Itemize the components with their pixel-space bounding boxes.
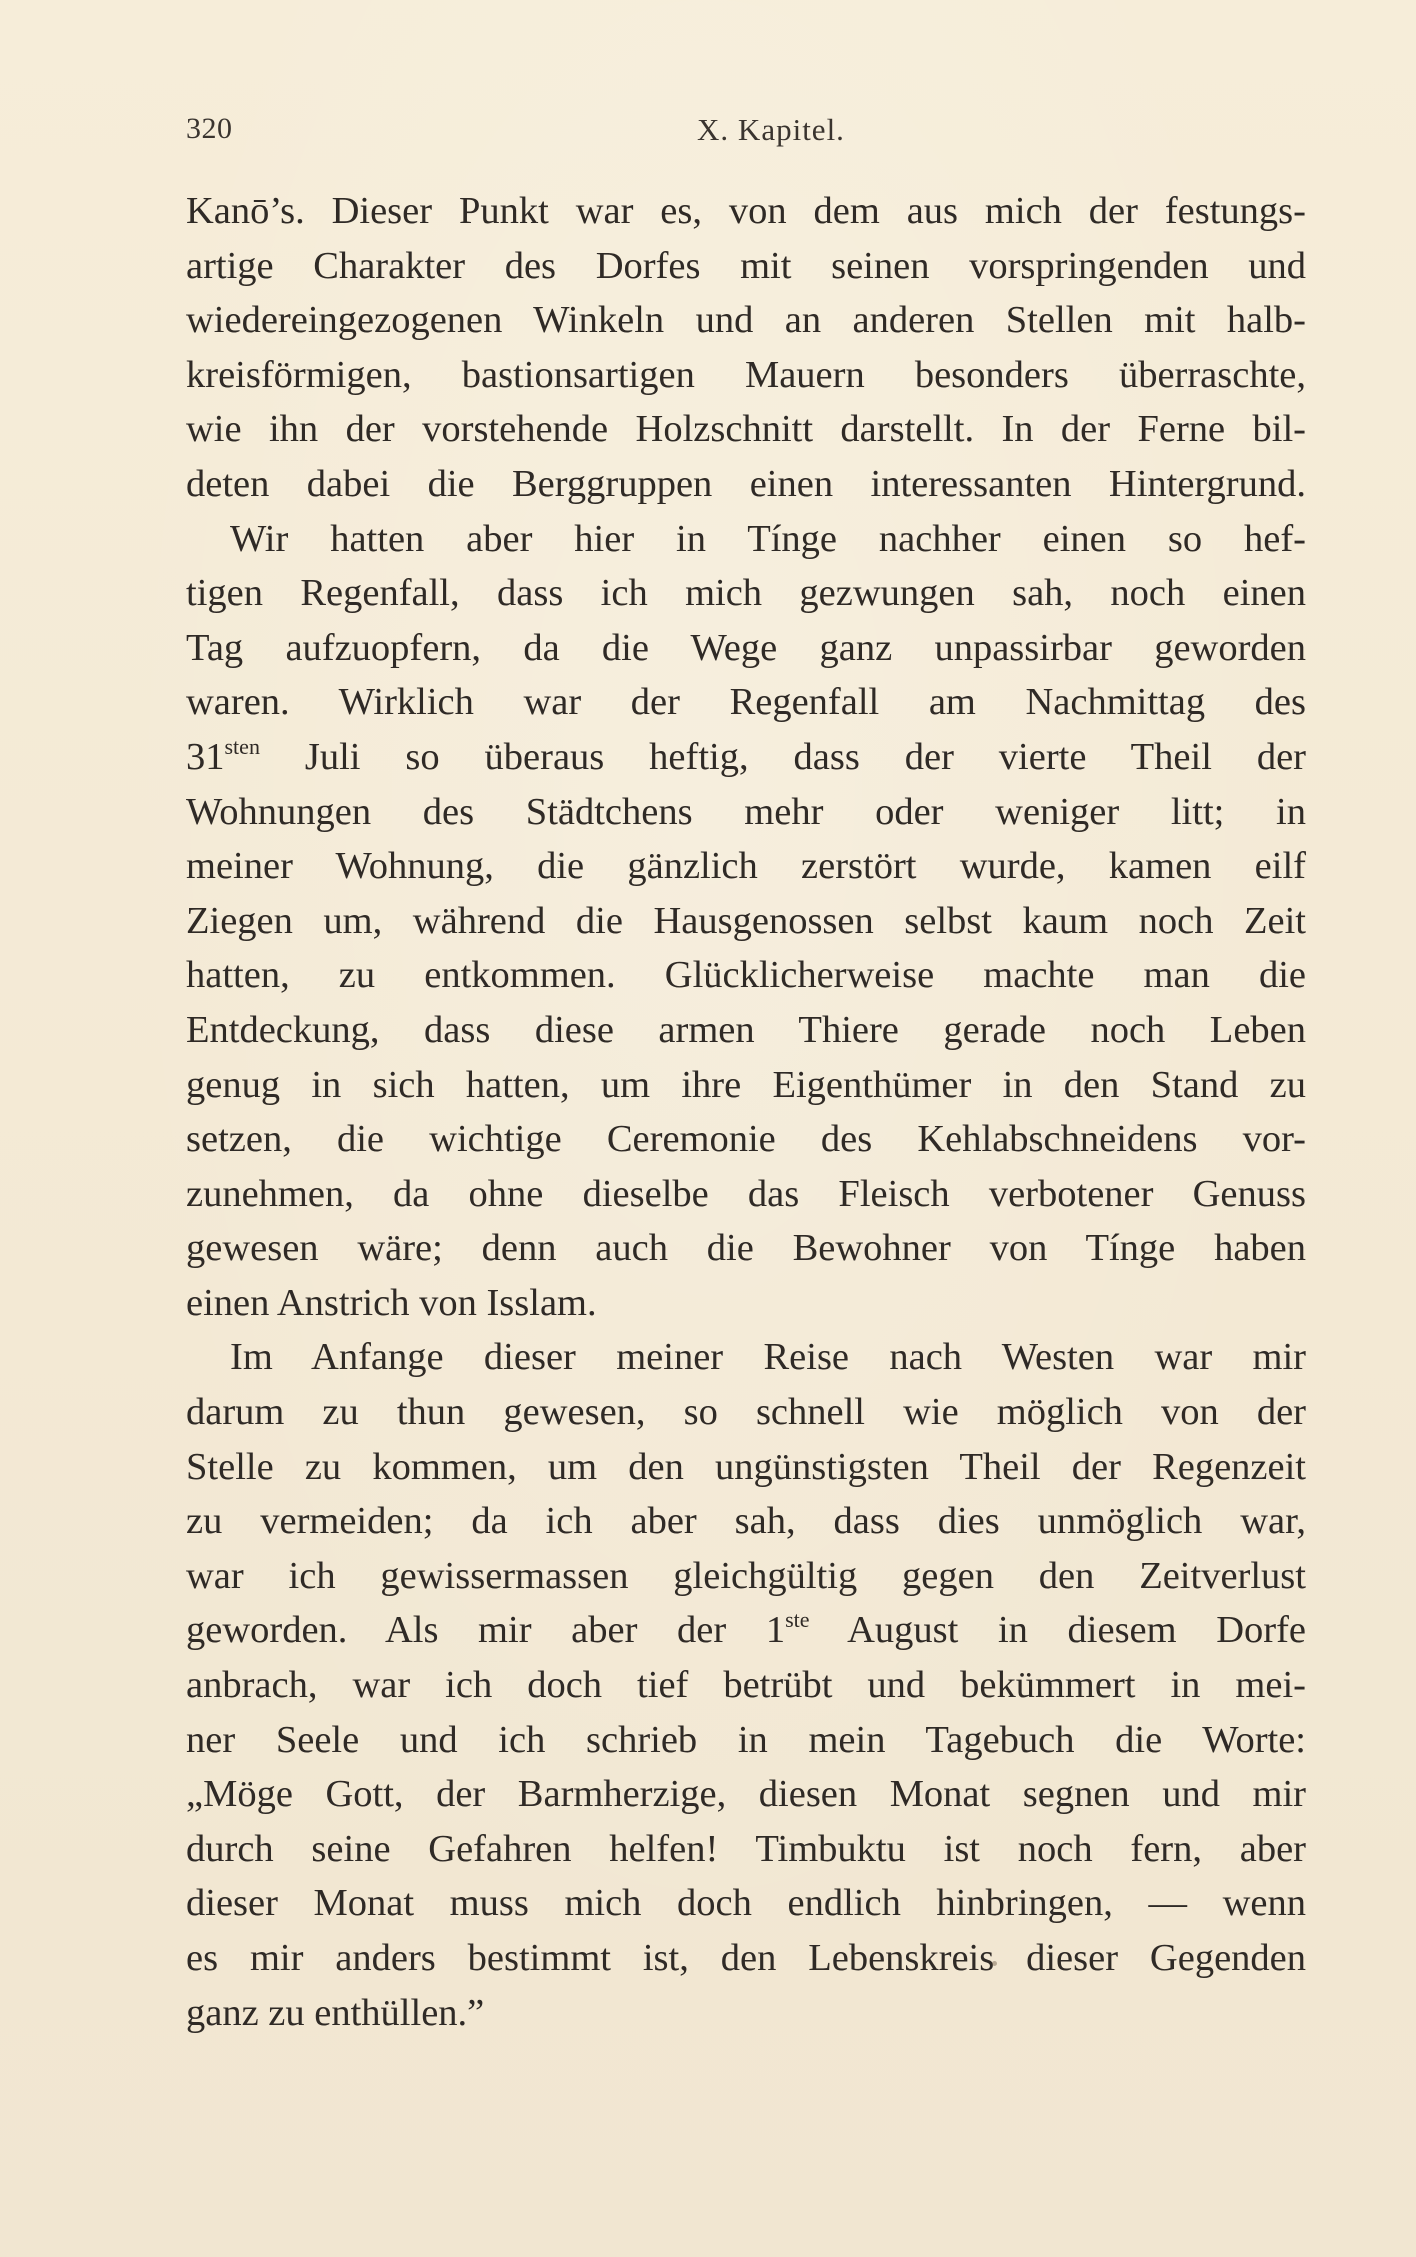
text-line: „Möge Gott, der Barmherzige, diesen Monat segnen und mir [186,1773,1306,1816]
text-line: Wir hatten aber hier in Tínge nachher einen so hef- [230,517,1306,560]
text-line: Ziegen um, während die Hausgenossen selbst kaum noch Zeit [186,899,1306,942]
text-line: durch seine Gefahren helfen! Timbuktu ist noch fern, aber [186,1827,1306,1870]
text-line: waren. Wirklich war der Regenfall am Nachmittag des [186,681,1306,724]
line-start: geworden. Als mir aber der 1 [186,1609,786,1652]
text-line: meiner Wohnung, die gänzlich zerstört wurde, kamen eilf [186,845,1306,888]
page-number: 320 [186,112,233,145]
text-line: wiedereingezogenen Winkeln und an anderen Stellen mit halb- [186,299,1306,342]
text-line: gewesen wäre; denn auch die Bewohner von Tínge haben [186,1227,1306,1270]
text-line-with-superscript [186,1603,1306,1658]
running-head: X. Kapitel. [697,112,845,147]
text-line: zunehmen, da ohne dieselbe das Fleisch verbotener Genuss [186,1172,1306,1215]
date-number: 31 [186,735,225,778]
date-superscript: sten [224,733,260,759]
text-line: wie ihn der vorstehende Holzschnitt darstellt. In der Ferne bil- [186,408,1306,451]
text-line: Wohnungen des Städtchens mehr oder weniger litt; in [186,790,1306,833]
date-superscript: ste [785,1607,810,1633]
text-line: setzen, die wichtige Ceremonie des Kehlabschneidens vor- [186,1118,1306,1161]
text-line: Entdeckung, dass diese armen Thiere gerade noch Leben [186,1008,1306,1051]
text-line-with-superscript [186,730,1306,785]
text-line: Stelle zu kommen, um den ungünstigsten Theil der Regenzeit [186,1445,1306,1488]
text-line: darum zu thun gewesen, so schnell wie möglich von der [186,1391,1306,1434]
text-line: deten dabei die Berggruppen einen interessanten Hintergrund. [186,462,1306,505]
paper-speck [847,1910,850,1913]
text-line: anbrach, war ich doch tief betrübt und bekümmert in mei- [186,1664,1306,1707]
text-line: einen Anstrich von Isslam. [186,1281,597,1324]
text-line: dieser Monat muss mich doch endlich hinbringen, — wenn [186,1882,1306,1925]
text-line: hatten, zu entkommen. Glücklicherweise machte man die [186,954,1306,997]
line-remainder: Juli so überaus heftig, dass der vierte Theil der [259,735,1306,778]
page-header [186,112,1296,152]
text-line: ner Seele und ich schrieb in mein Tagebuch die Worte: [186,1718,1306,1761]
text-line: Tag aufzuopfern, da die Wege ganz unpassirbar geworden [186,626,1306,669]
text-line: Im Anfange dieser meiner Reise nach Westen war mir [230,1336,1306,1379]
text-line: artige Charakter des Dorfes mit seinen vorspringenden und [186,244,1306,287]
text-line: es mir anders bestimmt ist, den Lebenskreis dieser Gegenden [186,1937,1306,1979]
text-line: ganz zu enthüllen.” [186,1991,485,2034]
paper-speck [992,1961,997,1966]
text-line: tigen Regenfall, dass ich mich gezwungen sah, noch einen [186,572,1306,615]
text-line: genug in sich hatten, um ihre Eigenthümer in den Stand zu [186,1063,1306,1106]
text-line: Kanō’s. Dieser Punkt war es, von dem aus mich der festungs- [186,190,1306,232]
text-line: zu vermeiden; da ich aber sah, dass dies unmöglich war, [186,1500,1306,1543]
text-line: kreisförmigen, bastionsartigen Mauern besonders überraschte, [186,353,1306,396]
text-line: war ich gewissermassen gleichgültig gegen den Zeitverlust [186,1554,1306,1597]
line-remainder: August in diesem Dorfe [809,1609,1306,1652]
body-text [186,184,1306,2040]
